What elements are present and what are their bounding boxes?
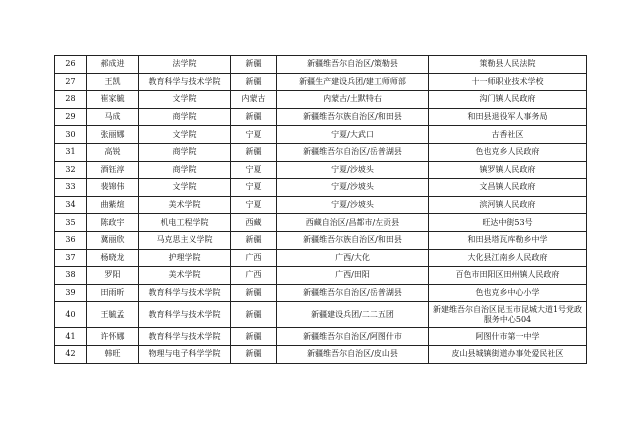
origin-region-cell: 宁夏	[231, 126, 277, 144]
table-row	[55, 161, 587, 179]
college-cell: 美术学院	[139, 267, 231, 285]
row-number-cell: 32	[55, 161, 87, 179]
origin-region-cell: 新疆	[231, 231, 277, 249]
employer-cell: 古香社区	[429, 126, 587, 144]
work-location-cell: 内蒙古/土默特右	[277, 91, 429, 109]
row-number-cell: 27	[55, 73, 87, 91]
row-number-cell: 37	[55, 249, 87, 267]
origin-region-cell: 内蒙古	[231, 91, 277, 109]
student-name-cell: 许怀娜	[87, 328, 139, 346]
college-cell: 商学院	[139, 108, 231, 126]
row-number-cell: 28	[55, 91, 87, 109]
row-number-cell: 41	[55, 328, 87, 346]
student-name-cell: 田雨昕	[87, 284, 139, 302]
college-cell: 物理与电子科学学院	[139, 345, 231, 363]
employer-cell: 阿图什市第一中学	[429, 328, 587, 346]
origin-region-cell: 新疆	[231, 56, 277, 74]
document-page	[54, 55, 586, 364]
college-cell: 文学院	[139, 179, 231, 197]
origin-region-cell: 新疆	[231, 73, 277, 91]
employer-cell: 和田县塔瓦库勒乡中学	[429, 231, 587, 249]
student-name-cell: 酒钰淳	[87, 161, 139, 179]
employer-cell: 旺达中街53号	[429, 214, 587, 232]
work-location-cell: 新疆维吾尔族自治区/和田县	[277, 231, 429, 249]
college-cell: 护理学院	[139, 249, 231, 267]
origin-region-cell: 宁夏	[231, 161, 277, 179]
work-location-cell: 新疆维吾尔族自治区/和田县	[277, 108, 429, 126]
row-number-cell: 31	[55, 143, 87, 161]
table-row	[55, 196, 587, 214]
roster-table	[54, 55, 587, 364]
college-cell: 教育科学与技术学院	[139, 302, 231, 328]
student-name-cell: 张丽娜	[87, 126, 139, 144]
college-cell: 教育科学与技术学院	[139, 73, 231, 91]
work-location-cell: 宁夏/沙坡头	[277, 196, 429, 214]
student-name-cell: 陈政宇	[87, 214, 139, 232]
table-row	[55, 179, 587, 197]
college-cell: 教育科学与技术学院	[139, 328, 231, 346]
college-cell: 商学院	[139, 143, 231, 161]
college-cell: 商学院	[139, 161, 231, 179]
table-row	[55, 91, 587, 109]
employer-cell: 镇罗镇人民政府	[429, 161, 587, 179]
origin-region-cell: 新疆	[231, 328, 277, 346]
work-location-cell: 新疆维吾尔自治区/策勒县	[277, 56, 429, 74]
student-name-cell: 罗阳	[87, 267, 139, 285]
row-number-cell: 40	[55, 302, 87, 328]
employer-cell: 大化县江南乡人民政府	[429, 249, 587, 267]
origin-region-cell: 宁夏	[231, 196, 277, 214]
college-cell: 教育科学与技术学院	[139, 284, 231, 302]
student-name-cell: 王毓孟	[87, 302, 139, 328]
table-row	[55, 231, 587, 249]
origin-region-cell: 广西	[231, 267, 277, 285]
employer-cell: 策勒县人民法院	[429, 56, 587, 74]
college-cell: 文学院	[139, 91, 231, 109]
row-number-cell: 26	[55, 56, 87, 74]
table-row	[55, 126, 587, 144]
student-name-cell: 韩旺	[87, 345, 139, 363]
origin-region-cell: 新疆	[231, 143, 277, 161]
employer-cell: 滨河镇人民政府	[429, 196, 587, 214]
table-row	[55, 108, 587, 126]
work-location-cell: 新疆维吾尔自治区/阿图什市	[277, 328, 429, 346]
origin-region-cell: 西藏	[231, 214, 277, 232]
table-row	[55, 56, 587, 74]
student-name-cell: 崔家毓	[87, 91, 139, 109]
work-location-cell: 新疆生产建设兵团/建工师师部	[277, 73, 429, 91]
work-location-cell: 新疆维吾尔自治区/岳普湖县	[277, 143, 429, 161]
work-location-cell: 新疆维吾尔自治区/皮山县	[277, 345, 429, 363]
student-name-cell: 郝成进	[87, 56, 139, 74]
college-cell: 机电工程学院	[139, 214, 231, 232]
employer-cell: 色也克乡中心小学	[429, 284, 587, 302]
table-row	[55, 267, 587, 285]
work-location-cell: 广西/大化	[277, 249, 429, 267]
work-location-cell: 新疆建设兵团/二二五团	[277, 302, 429, 328]
college-cell: 法学院	[139, 56, 231, 74]
table-row	[55, 328, 587, 346]
row-number-cell: 36	[55, 231, 87, 249]
work-location-cell: 新疆维吾尔自治区/岳普湖县	[277, 284, 429, 302]
employer-cell: 新建维吾尔自治区昆玉市昆城大道1号党政服务中心504	[429, 302, 587, 328]
row-number-cell: 38	[55, 267, 87, 285]
row-number-cell: 39	[55, 284, 87, 302]
work-location-cell: 宁夏/沙坡头	[277, 161, 429, 179]
student-name-cell: 马成	[87, 108, 139, 126]
employer-cell: 百色市田阳区田州镇人民政府	[429, 267, 587, 285]
student-name-cell: 杨晓龙	[87, 249, 139, 267]
work-location-cell: 广西/田阳	[277, 267, 429, 285]
student-name-cell: 王凯	[87, 73, 139, 91]
row-number-cell: 33	[55, 179, 87, 197]
row-number-cell: 30	[55, 126, 87, 144]
row-number-cell: 29	[55, 108, 87, 126]
origin-region-cell: 新疆	[231, 284, 277, 302]
employer-cell: 沟门镇人民政府	[429, 91, 587, 109]
work-location-cell: 宁夏/大武口	[277, 126, 429, 144]
employer-cell: 文昌镇人民政府	[429, 179, 587, 197]
origin-region-cell: 宁夏	[231, 179, 277, 197]
roster-table-body	[55, 56, 587, 364]
student-name-cell: 高锐	[87, 143, 139, 161]
origin-region-cell: 新疆	[231, 345, 277, 363]
college-cell: 文学院	[139, 126, 231, 144]
table-row	[55, 214, 587, 232]
student-name-cell: 曲紫煊	[87, 196, 139, 214]
college-cell: 马克思主义学院	[139, 231, 231, 249]
table-row	[55, 345, 587, 363]
employer-cell: 和田县退役军人事务局	[429, 108, 587, 126]
college-cell: 美术学院	[139, 196, 231, 214]
origin-region-cell: 新疆	[231, 302, 277, 328]
origin-region-cell: 广西	[231, 249, 277, 267]
employer-cell: 皮山县城镇街道办事处爱民社区	[429, 345, 587, 363]
table-row	[55, 284, 587, 302]
row-number-cell: 42	[55, 345, 87, 363]
table-row	[55, 73, 587, 91]
table-row	[55, 302, 587, 328]
work-location-cell: 西藏自治区/昌都市/左贡县	[277, 214, 429, 232]
employer-cell: 色也克乡人民政府	[429, 143, 587, 161]
table-row	[55, 143, 587, 161]
student-name-cell: 裴锦伟	[87, 179, 139, 197]
row-number-cell: 35	[55, 214, 87, 232]
student-name-cell: 冀丽欣	[87, 231, 139, 249]
row-number-cell: 34	[55, 196, 87, 214]
table-row	[55, 249, 587, 267]
employer-cell: 十一师职业技术学校	[429, 73, 587, 91]
work-location-cell: 宁夏/沙坡头	[277, 179, 429, 197]
origin-region-cell: 新疆	[231, 108, 277, 126]
